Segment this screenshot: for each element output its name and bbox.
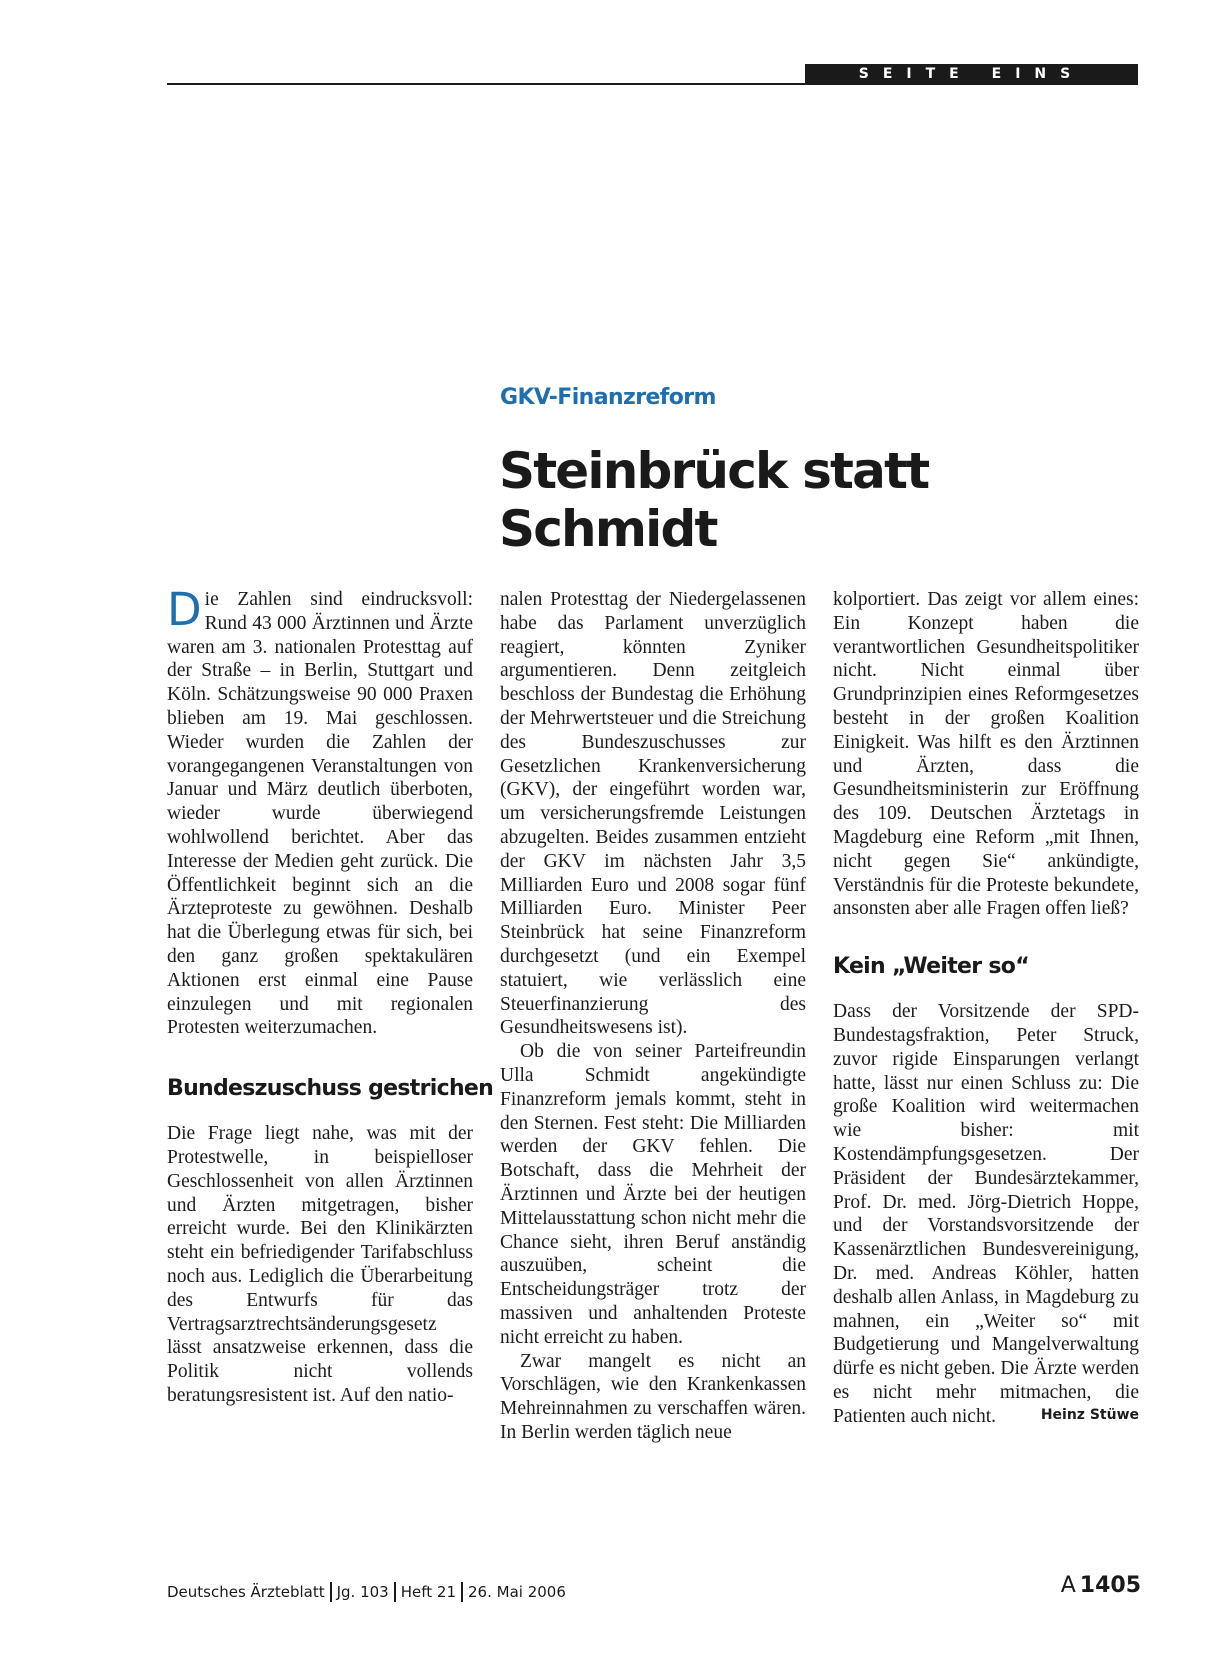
closing-text: Dass der Vorsitzende der SPD-Bundestagsfraktion, Peter Struck, zuvor rigide Einsparungen verlangt hatte, lässt nur einen Schluss zu: Die große Koalition wird weitermachen wie bisher: mit Kostendämpfungsgesetzen. Der Präsident der Bundesärztekammer, Prof. Dr. med. Jörg-Dietrich Hoppe, und der Vorstandsvorsitzende der Kassenärztlichen Bundesvereinigung, Dr. med. Andreas Köhler, hatten deshalb allen Anlass, in Magdeburg zu mahnen, ein „Weiter so“ mit Budgetierung und Mangelverwaltung dürfe es nicht geben. Die Ärzte werden es nicht mehr mitmachen, die Patienten auch nicht. (833, 1001, 1139, 1427)
paragraph: Zwar mangelt es nicht an Vorschlägen, wie den Krankenkassen Mehreinnahmen zu verschaffen wären. In Berlin werden täglich neue (500, 1350, 806, 1443)
paragraph: Ob die von seiner Parteifreundin Ulla Schmidt angekündigte Finanzreform jemals kommt, steht in den Sternen. Fest steht: Die Milliarden werden der GKV fehlen. Die Botschaft, dass die Mehrheit der Ärztinnen und Ärzte bei der heutigen Mittelausstattung schon nicht mehr die Chance sieht, ihren Beruf anständig auszuüben, scheint die Entscheidungsträger trotz der massiven und anhaltenden Proteste nicht erreicht zu haben. (500, 1041, 806, 1348)
article-kicker: GKV-Finanzreform (500, 385, 716, 410)
page-number (1061, 1573, 1141, 1598)
page-prefix: A (1060, 1573, 1076, 1598)
page-footer (167, 1582, 566, 1602)
lead-paragraph (167, 583, 473, 1040)
subhead-bundeszuschuss: Bundeszuschuss gestrichen (167, 1076, 494, 1102)
footer-separator (461, 1582, 463, 1602)
paragraph: kolportiert. Das zeigt vor allem eines: Ein Konzept haben die verantwortlichen Gesundheitspolitiker nicht. Nicht einmal über Grundprinzipien eines Reformgesetzes besteht in der großen Koalition Einigkeit. Was hilft es den Ärztinnen und Ärzten, dass die Gesundheitsministerin zur Eröffnung des 109. Deutschen Ärztetags in Magdeburg eine Reform „mit Ihnen, nicht gegen Sie“ ankündigte, Verständnis für die Proteste bekundete, ansonsten aber alle Fragen offen ließ? (833, 589, 1139, 920)
article-column-2 (500, 588, 806, 1445)
journal-name: Deutsches Ärzteblatt (167, 1583, 325, 1601)
footer-separator (330, 1582, 332, 1602)
journal-volume: Jg. 103 (336, 1583, 389, 1601)
subhead-weiter-so: Kein „Weiter so“ (833, 954, 1029, 980)
paragraph: nalen Protesttag der Niedergelassenen habe das Parlament unverzüglich reagiert, könnten Zyniker argumentieren. Denn zeitgleich beschloss der Bundestag die Erhöhung der Mehrwertsteuer und die Streichung des Bundeszuschusses zur Gesetzlichen Krankenversicherung (GKV), der eingeführt worden war, um versicherungsfremde Leistungen abzugelten. Beides zusammen entzieht der GKV im nächsten Jahr 3,5 Milliarden Euro und 2008 sogar fünf Milliarden Euro. Minister Peer Steinbrück hat seine Finanzreform durchgesetzt (und ein Exempel statuiert, wie verlässlich eine Steuerfinanzierung des Gesundheitswesens ist). (500, 589, 806, 1039)
section-label: SEITE EINS (805, 64, 1138, 85)
page-number-value: 1405 (1079, 1573, 1141, 1598)
article-column-3 (833, 588, 1139, 1429)
article-headline: Steinbrück statt Schmidt (499, 442, 929, 558)
journal-issue: Heft 21 (400, 1583, 456, 1601)
author-byline: Heinz Stüwe (1040, 1406, 1139, 1423)
dropcap: D (167, 583, 202, 636)
paragraph: Die Frage liegt nahe, was mit der Protestwelle, in beispielloser Geschlossenheit von allen Ärztinnen und Ärzten mitgetragen, bisher erreicht wurde. Bei den Klinikärzten steht ein befriedigender Tarifabschluss noch aus. Lediglich die Überarbeitung des Entwurfs für das Vertragsarztrechtsänderungsgesetz lässt ansatzweise erkennen, dass die Politik nicht vollends beratungsresistent ist. Auf den natio- (167, 1123, 473, 1406)
article-column-1 (167, 583, 494, 1408)
footer-separator (394, 1582, 396, 1602)
closing-paragraph (833, 1000, 1139, 1428)
issue-date: 26. Mai 2006 (468, 1583, 566, 1601)
lead-text: ie Zahlen sind eindrucksvoll: Rund 43 000 Ärztinnen und Ärzte waren am 3. nationalen Protesttag auf der Straße – in Berlin, Stuttgart und Köln. Schätzungsweise 90 000 Praxen blieben am 19. Mai geschlossen. Wieder wurden die Zahlen der vorangegangenen Veranstaltungen von Januar und März deutlich überboten, wieder wurde überwiegend wohlwollend berichtet. Aber das Interesse der Medien geht zurück. Die Öffentlichkeit beginnt sich an die Ärzteproteste zu gewöhnen. Deshalb hat die Überlegung etwas für sich, bei den ganz großen spektakulären Aktionen erst einmal eine Pause einzulegen und mit regionalen Protesten weiterzumachen. (167, 589, 473, 1039)
